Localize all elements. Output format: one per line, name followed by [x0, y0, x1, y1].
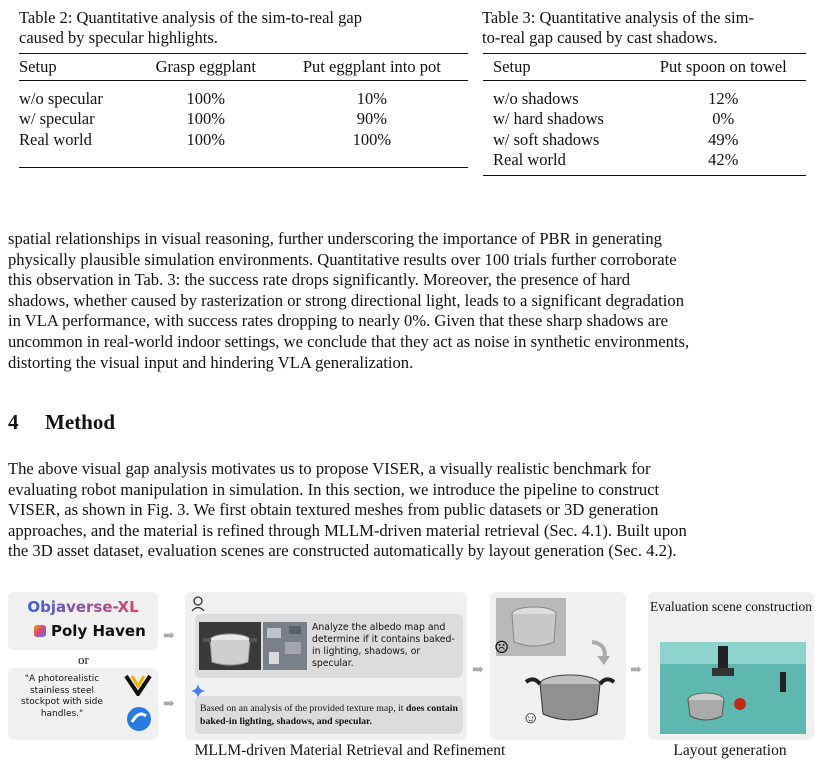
- answer-text: [200, 702, 460, 728]
- section-heading: [8, 410, 115, 435]
- happy-face-icon: ☺: [522, 708, 540, 727]
- objaverse-logo: [8, 598, 158, 616]
- paragraph-line: VISER, as shown in Fig. 3. We first obtain textured meshes from public datasets or 3D generation: [8, 500, 659, 520]
- table3-cell: w/o shadows: [493, 88, 579, 108]
- table2-header-grasp: Grasp eggplant: [155, 57, 256, 76]
- paragraph-line: physically plausible simulation environments. Quantitative results over 100 trials further corroborate: [8, 249, 677, 269]
- evaluation-scene-panel: [648, 592, 814, 740]
- table2-caption: [19, 8, 469, 48]
- table3-cell: w/ hard shadows: [493, 109, 604, 128]
- figure-3: [0, 590, 823, 766]
- arrow-icon: ➡: [630, 663, 642, 678]
- table2: [19, 53, 468, 168]
- table2-cell: w/o specular: [19, 88, 103, 108]
- table2-cell: w/ specular: [19, 109, 95, 128]
- query-bubble: [195, 614, 463, 678]
- table2-cell: 100%: [186, 109, 226, 128]
- paragraph-line: approaches, and the material is refined through MLLM-driven material retrieval (Sec. 4.1). Built upon: [8, 520, 687, 540]
- curved-arrow-icon: [588, 638, 612, 666]
- polyhaven-icon: [34, 625, 46, 637]
- paragraph-line: uncommon in real-world indoor settings, we conclude that they act as noise in synthetic environments,: [8, 331, 690, 351]
- albedo-map-image: [263, 622, 307, 670]
- text-prompt-panel: [8, 668, 158, 740]
- answer-prefix: Based on an analysis of the provided texture map, it: [200, 703, 406, 714]
- polyhaven-label: Poly Haven: [51, 622, 146, 640]
- prompt-text: "A photorealistic stainless steel stockpot with side handles.": [21, 674, 103, 719]
- paragraph-line: in VLA performance, with success rates dropping to nearly 0%. Given that these sharp shadows are: [8, 311, 669, 331]
- table3-cell: 0%: [712, 109, 735, 128]
- answer-bold: does contain baked-in lighting, shadows, and specular.: [200, 703, 458, 727]
- or-label: or: [78, 652, 89, 667]
- body-paragraph-2: [8, 459, 814, 562]
- table3-cell: Real world: [493, 150, 566, 169]
- table2-cell: 90%: [356, 109, 387, 128]
- paragraph-line: The above visual gap analysis motivates us to propose VISER, a visually realistic benchmark for: [8, 459, 651, 478]
- paragraph-line: evaluating robot manipulation in simulation. In this section, we introduce the pipeline to construct: [8, 479, 660, 499]
- scene-image: [660, 642, 806, 734]
- query-text: Analyze the albedo map and determine if it contains baked-in lighting, shadows, or specular.: [312, 622, 455, 669]
- table2-caption-line1: Table 2: Quantitative analysis of the sim-to-real gap: [19, 8, 362, 27]
- section-number: 4: [8, 410, 19, 434]
- mllm-panel: [185, 592, 467, 740]
- table2-header-setup: Setup: [19, 57, 57, 76]
- table2-cell: 100%: [352, 129, 392, 149]
- paragraph-line: the 3D asset dataset, evaluation scenes are constructed automatically by layout generation (Sec. 4.2).: [8, 541, 677, 561]
- dataset-sources-panel: [8, 592, 158, 650]
- polyhaven-logo: [34, 622, 146, 640]
- objaverse-label: Objaverse-XL: [27, 598, 139, 616]
- paragraph-line: shadows, whether caused by rasterization or strong directional light, leads to a significant degradation: [8, 290, 684, 310]
- table3: [483, 53, 806, 176]
- table3-cell: 42%: [708, 150, 739, 169]
- table3-cell: w/ soft shadows: [493, 129, 600, 149]
- generator-logo-icon: [126, 706, 152, 732]
- arrow-icon: ➡: [163, 629, 175, 644]
- stockpot-image: [199, 622, 261, 670]
- paragraph-line: this observation in Tab. 3: the success rate drops significantly. Moreover, the presence of hard: [8, 270, 631, 290]
- figure-caption-right: Layout generation: [673, 742, 787, 759]
- table2-cell: 100%: [186, 88, 226, 108]
- table2-caption-line2: caused by specular highlights.: [19, 28, 218, 47]
- vast-logo-icon: [124, 674, 152, 696]
- arrow-icon: ➡: [163, 697, 175, 712]
- table2-cell: 10%: [356, 88, 387, 108]
- table2-header-put: Put eggplant into pot: [302, 57, 441, 76]
- paragraph-line: distorting the visual input and hindering VLA generalization.: [8, 352, 414, 372]
- table3-caption-line2: to-real gap caused by cast shadows.: [482, 28, 718, 47]
- table2-cell: 100%: [186, 129, 226, 149]
- figure-caption-left: MLLM-driven Material Retrieval and Refinement: [194, 742, 506, 759]
- table3-header-setup: Setup: [493, 57, 531, 76]
- body-paragraph-1: [8, 229, 814, 373]
- table3-caption: [482, 8, 812, 48]
- table3-cell: 12%: [708, 88, 739, 108]
- arrow-icon: ➡: [472, 663, 484, 678]
- table3-caption-line1: Table 3: Quantitative analysis of the sim-: [482, 8, 754, 27]
- table3-cell: 49%: [708, 129, 739, 149]
- eval-title: Evaluation scene construction: [650, 599, 812, 614]
- paragraph-line: spatial relationships in visual reasoning, further underscoring the importance of PBR in generating: [8, 229, 662, 248]
- user-icon: [191, 596, 205, 612]
- table2-cell: Real world: [19, 129, 92, 149]
- sad-face-icon: ☹: [494, 638, 510, 657]
- answer-bubble: [195, 696, 463, 734]
- refinement-result-panel: [490, 592, 626, 740]
- section-title: Method: [45, 410, 115, 434]
- table3-header-put: Put spoon on towel: [659, 57, 787, 76]
